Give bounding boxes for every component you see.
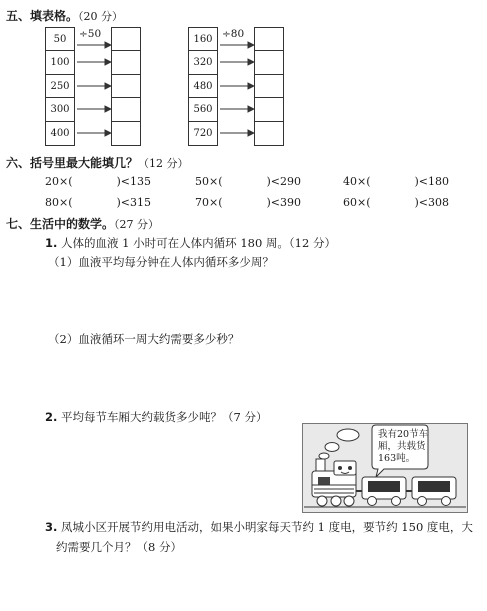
question-1-text: 人体的血液 1 小时可在人体内循环 180 周。（12 分）: [61, 236, 336, 250]
table-input-cell: 100: [46, 51, 74, 74]
table-input-cell: 400: [50, 127, 70, 139]
bubble-line: 厢，共载货: [378, 441, 426, 452]
speech-bubble-text: [378, 429, 428, 465]
section5-points: （20 分）: [78, 10, 124, 23]
answer-cell[interactable]: [112, 28, 140, 51]
table-input-cell: 320: [189, 51, 217, 74]
question-2-number: 2.: [45, 410, 58, 424]
inequality-item[interactable]: 80×( )<315: [45, 196, 152, 209]
operator-label: ÷80: [222, 28, 245, 40]
arrows-icon: [218, 27, 254, 146]
table-input-cell: 560: [189, 98, 217, 121]
answer-cell[interactable]: [255, 75, 283, 98]
question-1-part-1: （1）血液平均每分钟在人体内循环多少周？: [48, 255, 274, 269]
answer-cell[interactable]: [112, 51, 140, 74]
inequality-item[interactable]: 60×( )<308: [343, 196, 450, 209]
question-1-part-2: （2）血液循环一周大约需要多少秒？: [48, 332, 240, 346]
inequality-item[interactable]: 20×( )<135: [45, 175, 152, 188]
bubble-line: 163吨。: [378, 453, 416, 464]
train-illustration: [302, 423, 468, 513]
question-3-number: 3.: [45, 520, 58, 534]
answer-cell[interactable]: [255, 122, 283, 145]
table-input-cell: 250: [46, 75, 74, 98]
section6-title: 六、括号里最大能填几？: [6, 156, 139, 170]
question-2-text: 平均每节车厢大约载货多少吨？（7 分）: [61, 410, 268, 424]
section5-title: 五、填表格。: [6, 9, 79, 23]
table-input-cell: 160: [189, 28, 217, 51]
operator-label: ÷50: [79, 28, 102, 40]
fill-table-2-inputs: [188, 27, 218, 146]
answer-cell[interactable]: [112, 75, 140, 98]
answer-cell[interactable]: [255, 28, 283, 51]
section7-title: 七、生活中的数学。: [6, 217, 115, 231]
question-2: [45, 409, 268, 425]
section5-heading: [6, 5, 123, 24]
section7-points: （27 分）: [114, 218, 160, 231]
question-3-line-2: 约需要几个月？（8 分）: [56, 540, 182, 554]
table-input-cell: 480: [189, 75, 217, 98]
inequality-item[interactable]: 40×( )<180: [343, 175, 450, 188]
bubble-line: 我有20节车: [378, 429, 429, 440]
fill-table-2-answers: [254, 27, 284, 146]
answer-cell[interactable]: [255, 98, 283, 121]
question-3: [45, 519, 473, 535]
arrows-icon: [75, 27, 111, 146]
answer-cell[interactable]: [255, 51, 283, 74]
fill-table-2: [188, 27, 284, 146]
fill-table-1-answers: [111, 27, 141, 146]
fill-table-1: [45, 27, 141, 146]
question-3-line-1: 凤城小区开展节约用电活动，如果小明家每天节约 1 度电，要节约 150 度电，大: [61, 520, 473, 534]
table-input-cell: 300: [46, 98, 74, 121]
question-1-number: 1.: [45, 236, 58, 250]
table-input-cell: 50: [46, 28, 74, 51]
inequality-item[interactable]: 50×( )<290: [195, 175, 302, 188]
table-input-cell: 720: [193, 127, 213, 139]
fill-table-1-inputs: [45, 27, 75, 146]
section6-heading: [6, 152, 189, 171]
answer-cell[interactable]: [112, 122, 140, 145]
section6-points: （12 分）: [138, 157, 189, 170]
answer-cell[interactable]: [112, 98, 140, 121]
inequality-item[interactable]: 70×( )<390: [195, 196, 302, 209]
section7-heading: [6, 213, 159, 232]
question-1: [45, 235, 336, 251]
